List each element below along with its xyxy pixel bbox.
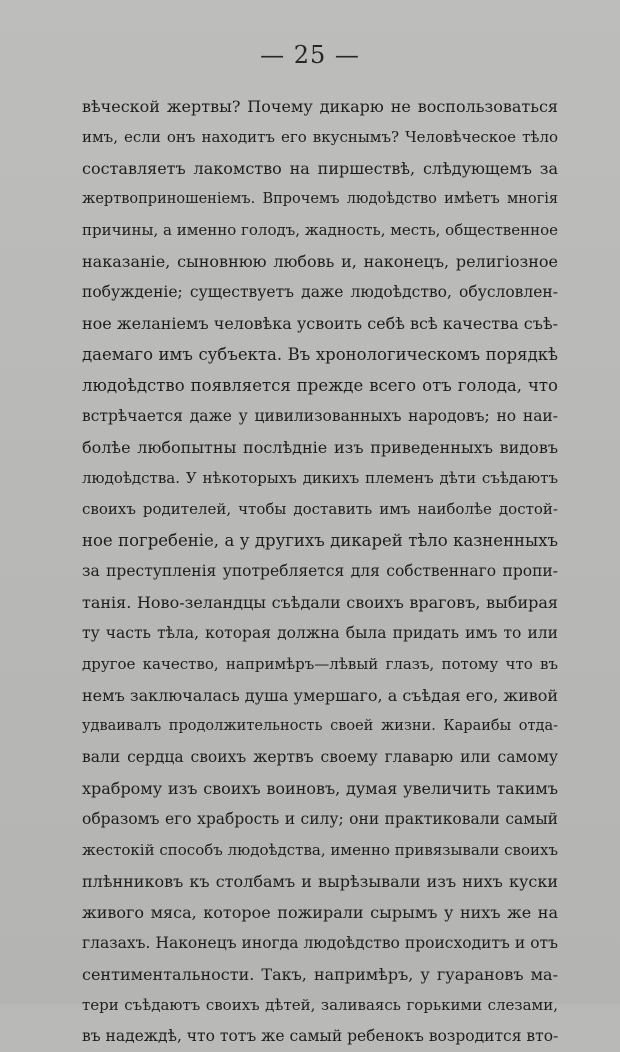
text-line: ту часть тѣла, которая должна была придать имъ то или [82, 624, 558, 642]
text-line: людоѣдства. У нѣкоторыхъ дикихъ племенъ дѣти съѣдаютъ [82, 469, 558, 487]
text-line: храброму изъ своихъ воиновъ, думая увеличить такимъ [82, 779, 558, 798]
text-line: за преступленія употребляется для собственнаго пропи- [82, 562, 558, 580]
text-line: въ надеждѣ, что тотъ же самый ребенокъ возродится вто- [82, 1027, 559, 1045]
text-line: ное желаніемъ человѣка усвоить себѣ всѣ качества съѣ- [82, 314, 558, 333]
text-line: болѣе любопытны послѣдніе изъ приведенныхъ видовъ [82, 438, 558, 457]
text-line: своихъ родителей, чтобы доставить имъ наиболѣе достой- [82, 500, 558, 518]
text-line: танія. Ново-зеландцы съѣдали своихъ враговъ, выбирая [82, 593, 558, 612]
text-line: глазахъ. Наконецъ иногда людоѣдство происходитъ и отъ [82, 934, 558, 952]
text-line: жестокій способъ людоѣдства, именно привязывали своихъ [82, 841, 558, 859]
text-line: сентиментальности. Такъ, напримѣръ, у гуарановъ ма- [82, 965, 558, 984]
text-line: людоѣдство появляется прежде всего отъ голода, что [82, 376, 558, 395]
text-line: побужденіе; существуетъ даже людоѣдство, обусловлен- [82, 283, 558, 301]
text-line: встрѣчается даже у цивилизованныхъ народовъ; но наи- [82, 407, 558, 425]
text-line: жертвоприношеніемъ. Впрочемъ людоѣдство имѣетъ многія [82, 191, 558, 207]
text-line: вали сердца своихъ жертвъ своему главарю или самому [82, 748, 558, 766]
text-line: другое качество, напримѣръ—лѣвый глазъ, потому что въ [82, 655, 558, 673]
text-line: наказаніе, сыновнюю любовь и, наконецъ, религіозное [82, 252, 558, 271]
text-line: удваивалъ продолжительность своей жизни. Караибы отда- [82, 718, 558, 734]
text-line: образомъ его храбрость и силу; они практиковали самый [82, 810, 558, 828]
page-number: — 25 — [260, 41, 360, 69]
text-line: даемаго имъ субъекта. Въ хронологическомъ порядкѣ [82, 345, 558, 364]
body-text [82, 91, 558, 1052]
text-line: составляетъ лакомство на пиршествѣ, слѣдующемъ за [82, 159, 558, 178]
text-line: плѣнниковъ къ столбамъ и вырѣзывали изъ нихъ куски [82, 872, 558, 891]
text-line: ное погребеніе, а у другихъ дикарей тѣло казненныхъ [82, 531, 558, 550]
text-line: живого мяса, которое пожирали сырымъ у нихъ же на [82, 903, 558, 922]
text-line: имъ, если онъ находитъ его вкуснымъ? Человѣческое тѣло [82, 128, 558, 146]
text-line: вѣческой жертвы? Почему дикарю не воспользоваться [82, 97, 558, 116]
text-line: немъ заключалась душа умершаго, а съѣдая его, живой [82, 686, 559, 705]
text-line: причины, а именно голодъ, жадность, месть, общественное [82, 221, 558, 239]
text-line: тери съѣдаютъ своихъ дѣтей, заливаясь горькими слезами, [82, 996, 558, 1014]
